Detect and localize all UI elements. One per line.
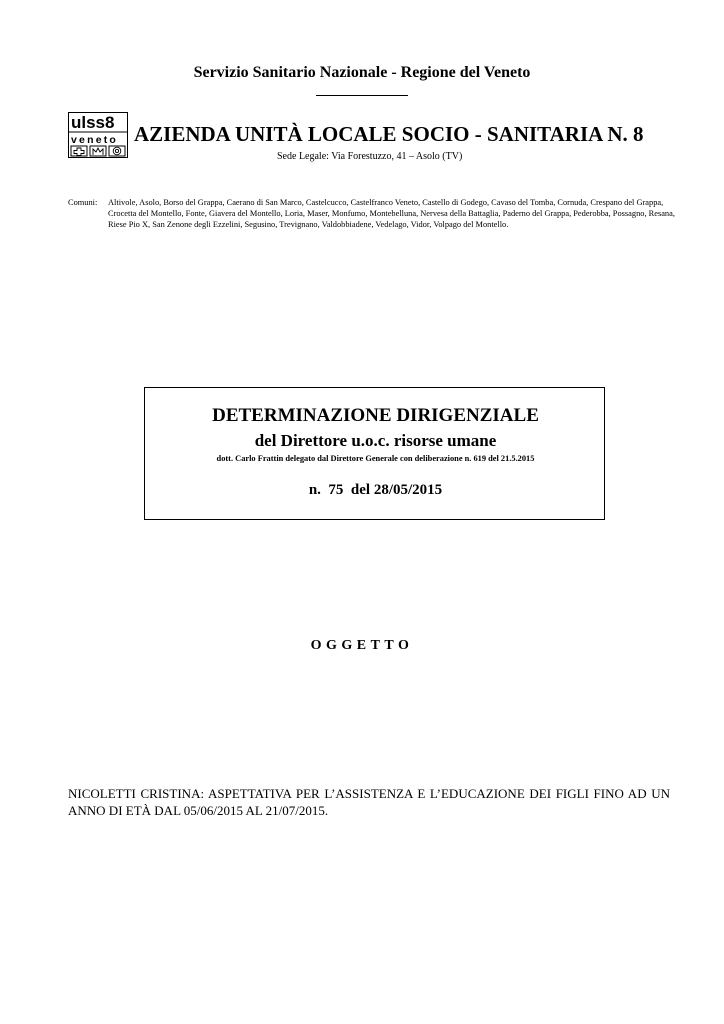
determinazione-delegation: dott. Carlo Frattin delegato dal Direttore Generale con deliberazione n. 619 del 21.5.2015 xyxy=(216,454,535,463)
oggetto-heading: OGGETTO xyxy=(310,638,414,653)
ulss8-logo xyxy=(68,112,128,158)
comuni-label: Comuni: xyxy=(68,198,98,207)
title-underline xyxy=(316,95,408,96)
agency-name: AZIENDA UNITÀ LOCALE SOCIO - SANITARIA N. 8 xyxy=(134,122,644,146)
determinazione-subtitle: del Direttore u.o.c. risorse umane xyxy=(254,431,497,450)
determinazione-title: DETERMINAZIONE DIRIGENZIALE xyxy=(212,405,539,426)
national-service-title: Servizio Sanitario Nazionale - Regione del Veneto xyxy=(193,64,531,81)
logo-text-veneto: veneto xyxy=(71,134,119,146)
determinazione-number: n. 75 del 28/05/2015 xyxy=(308,482,443,498)
determinazione-box xyxy=(144,387,605,520)
comuni-list: Altivole, Asolo, Borso del Grappa, Caerano di San Marco, Castelcucco, Castelfranco Veneto, Castello di Godego, Cavaso del Tomba, Cornuda, Crespano del Grappa, Crocetta del Montello, Fonte, Giavera del Montello, Loria, Maser, Monfumo, Montebelluna, Nervesa della Battaglia, Paderno del Grappa, Pederobba, Possagno, Resana, Riese Pio X, San Zenone degli Ezzelini, Segusino, Trevignano, Valdobbiadene, Vedelago, Vidor, Volpago del Montello. xyxy=(108,198,675,230)
logo-text-ulss8: ulss8 xyxy=(71,113,115,132)
oggetto-text: NICOLETTI CRISTINA: ASPETTATIVA PER L’ASSISTENZA E L’EDUCAZIONE DEI FIGLI FINO AD UN ANNO DI ETÀ DAL 05/06/2015 AL 21/07/2015. xyxy=(68,786,670,818)
agency-legal-address: Sede Legale: Via Forestuzzo, 41 – Asolo (TV) xyxy=(277,151,463,162)
ulss8-logo-image xyxy=(68,112,128,158)
